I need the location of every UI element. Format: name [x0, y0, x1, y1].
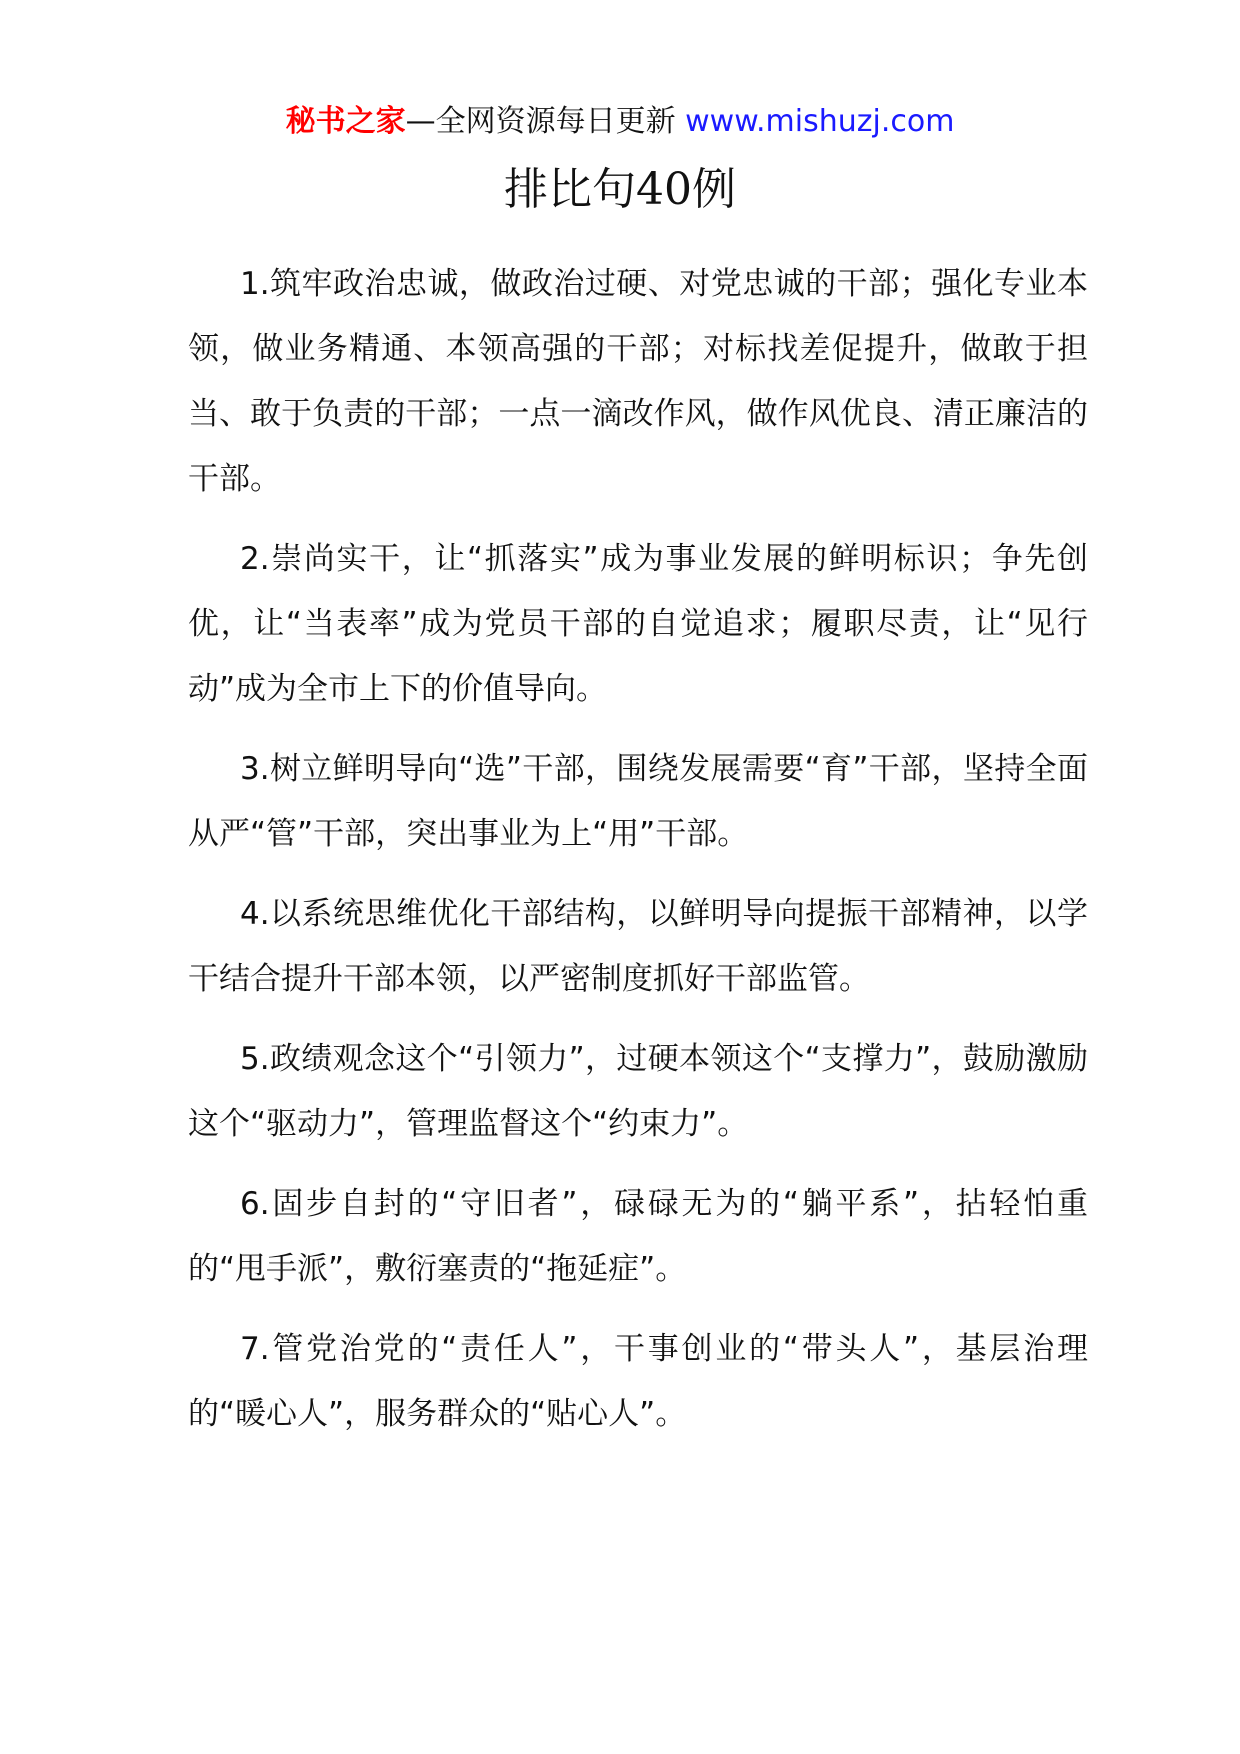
document-body	[188, 252, 1088, 1462]
paragraph-3: 3.树立鲜明导向“选”干部，围绕发展需要“育”干部，坚持全面从严“管”干部，突出事业为上“用”干部。	[188, 751, 1088, 852]
paragraph-6: 6.固步自封的“守旧者”，碌碌无为的“躺平系”，拈轻怕重的“甩手派”，敷衍塞责的“拖延症”。	[188, 1186, 1088, 1287]
brand-name: 秘书之家	[285, 104, 406, 139]
paragraph-1: 1.筑牢政治忠诚，做政治过硬、对党忠诚的干部；强化专业本领，做业务精通、本领高强的干部；对标找差促提升，做敢于担当、敢于负责的干部；一点一滴改作风，做作风优良、清正廉洁的干部。	[188, 266, 1088, 497]
site-url-link[interactable]: www.mishuzj.com	[685, 104, 955, 139]
paragraph-4: 4.以系统思维优化干部结构，以鲜明导向提振干部精神，以学干结合提升干部本领，以严密制度抓好干部监管。	[188, 896, 1088, 997]
header-tagline: —全网资源每日更新	[405, 104, 676, 139]
paragraph-2: 2.崇尚实干，让“抓落实”成为事业发展的鲜明标识；争先创优，让“当表率”成为党员干部的自觉追求；履职尽责，让“见行动”成为全市上下的价值导向。	[188, 541, 1088, 707]
paragraph-7: 7.管党治党的“责任人”，干事创业的“带头人”，基层治理的“暖心人”，服务群众的“贴心人”。	[188, 1331, 1088, 1432]
title-text: 排比句	[504, 164, 636, 215]
site-header	[0, 100, 1240, 144]
document-title	[0, 160, 1240, 220]
title-suffix: 例	[692, 164, 736, 215]
title-number: 40	[636, 164, 692, 215]
paragraph-5: 5.政绩观念这个“引领力”，过硬本领这个“支撑力”，鼓励激励这个“驱动力”，管理监督这个“约束力”。	[188, 1041, 1088, 1142]
